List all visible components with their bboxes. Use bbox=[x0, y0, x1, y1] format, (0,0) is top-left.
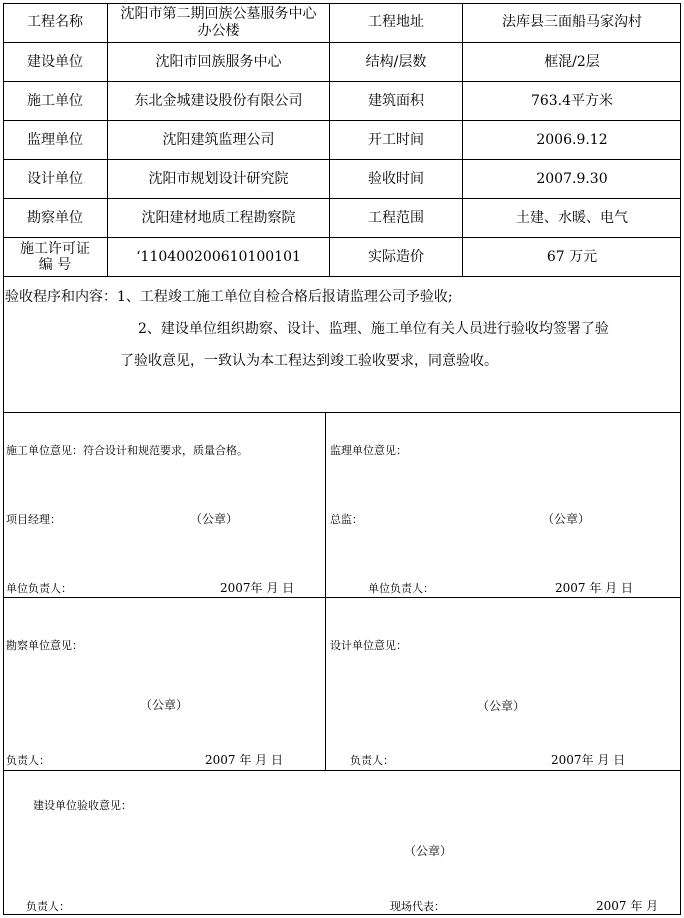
info-row-project-name bbox=[3, 3, 681, 43]
owner-seal: （公章） bbox=[404, 844, 453, 858]
info-row-permit bbox=[3, 238, 681, 277]
procedure-line-3: 了验收意见，一致认为本工程达到竣工验收要求，同意验收。 bbox=[120, 353, 498, 369]
label-acceptance-date: 验收时间 bbox=[330, 160, 463, 198]
label-permit-number: 施工许可证 编 号 bbox=[3, 238, 108, 276]
value-project-address: 法库县三面船马家沟村 bbox=[502, 14, 642, 30]
label-supervisor: 监理单位 bbox=[3, 121, 108, 159]
design-opinion: 设计单位意见： bbox=[330, 639, 407, 652]
construction-head-label: 单位负责人： bbox=[6, 582, 72, 595]
value-scope: 土建、水暖、电气 bbox=[516, 209, 628, 226]
supervision-seal: （公章） bbox=[542, 512, 591, 526]
opinion-divider-bottom bbox=[3, 770, 681, 771]
info-row-designer bbox=[3, 160, 681, 199]
value-start-date: 2006.9.12 bbox=[536, 131, 608, 148]
info-row-contractor bbox=[3, 82, 681, 121]
value-floor-area: 763.4平方米 bbox=[530, 92, 614, 109]
survey-date: 2007 年 月 日 bbox=[205, 753, 283, 767]
label-surveyor: 勘察单位 bbox=[3, 199, 108, 237]
label-owner-unit: 建设单位 bbox=[3, 43, 108, 81]
label-scope: 工程范围 bbox=[330, 199, 463, 237]
owner-rep-label: 现场代表： bbox=[390, 900, 445, 913]
construction-manager-label: 项目经理： bbox=[6, 513, 61, 526]
survey-opinion: 勘察单位意见： bbox=[6, 639, 83, 652]
owner-opinion: 建设单位验收意见： bbox=[33, 799, 132, 812]
value-designer: 沈阳市规划设计研究院 bbox=[108, 160, 330, 198]
supervision-date: 2007 年 月 日 bbox=[555, 581, 633, 595]
value-actual-cost: 67 万元 bbox=[546, 248, 598, 265]
owner-head-label: 负责人： bbox=[26, 900, 70, 913]
label-start-date: 开工时间 bbox=[330, 121, 463, 159]
procedure-line-2: 2、建设单位组织勘察、设计、监理、施工单位有关人员进行验收均签署了验 bbox=[138, 321, 609, 337]
opinion-divider-mid bbox=[3, 597, 681, 598]
label-project-name: 工程名称 bbox=[3, 3, 108, 42]
value-project-name: 沈阳市第二期回族公墓服务中心办公楼 bbox=[108, 3, 330, 42]
label-floor-area: 建筑面积 bbox=[330, 82, 463, 120]
label-actual-cost: 实际造价 bbox=[330, 238, 463, 276]
design-seal: （公章） bbox=[477, 699, 526, 713]
survey-head-label: 负责人： bbox=[6, 754, 50, 767]
construction-opinion: 施工单位意见：符合设计和规范要求，质量合格。 bbox=[6, 444, 248, 457]
info-row-owner bbox=[3, 43, 681, 82]
survey-seal: （公章） bbox=[140, 698, 189, 712]
supervision-opinion: 监理单位意见： bbox=[330, 444, 407, 457]
label-structure: 结构/层数 bbox=[330, 43, 463, 81]
construction-seal: （公章） bbox=[190, 512, 239, 526]
value-permit-number: ‘110400200610100101 bbox=[108, 238, 330, 276]
label-designer: 设计单位 bbox=[3, 160, 108, 198]
procedure-section bbox=[3, 276, 681, 413]
value-owner-unit: 沈阳市回族服务中心 bbox=[108, 43, 330, 81]
supervision-chief-label: 总监： bbox=[330, 513, 363, 526]
value-acceptance-date: 2007.9.30 bbox=[536, 170, 608, 187]
value-supervisor: 沈阳建筑监理公司 bbox=[108, 121, 330, 159]
label-contractor: 施工单位 bbox=[3, 82, 108, 120]
label-project-address: 工程地址 bbox=[330, 3, 463, 42]
supervision-head-label: 单位负责人： bbox=[368, 582, 434, 595]
info-row-supervisor bbox=[3, 121, 681, 160]
value-surveyor: 沈阳建材地质工程勘察院 bbox=[108, 199, 330, 237]
info-row-surveyor bbox=[3, 199, 681, 238]
value-structure: 框混/2层 bbox=[544, 53, 600, 70]
construction-date: 2007年 月 日 bbox=[220, 581, 295, 595]
opinion-divider-vertical bbox=[325, 413, 326, 770]
procedure-line-1: 验收程序和内容：1、工程竣工施工单位自检合格后报请监理公司予验收; bbox=[5, 289, 453, 305]
value-contractor: 东北金城建设股份有限公司 bbox=[108, 82, 330, 120]
design-date: 2007年 月 日 bbox=[551, 753, 626, 767]
design-head-label: 负责人： bbox=[350, 754, 394, 767]
owner-date: 2007 年 月 bbox=[596, 899, 659, 913]
